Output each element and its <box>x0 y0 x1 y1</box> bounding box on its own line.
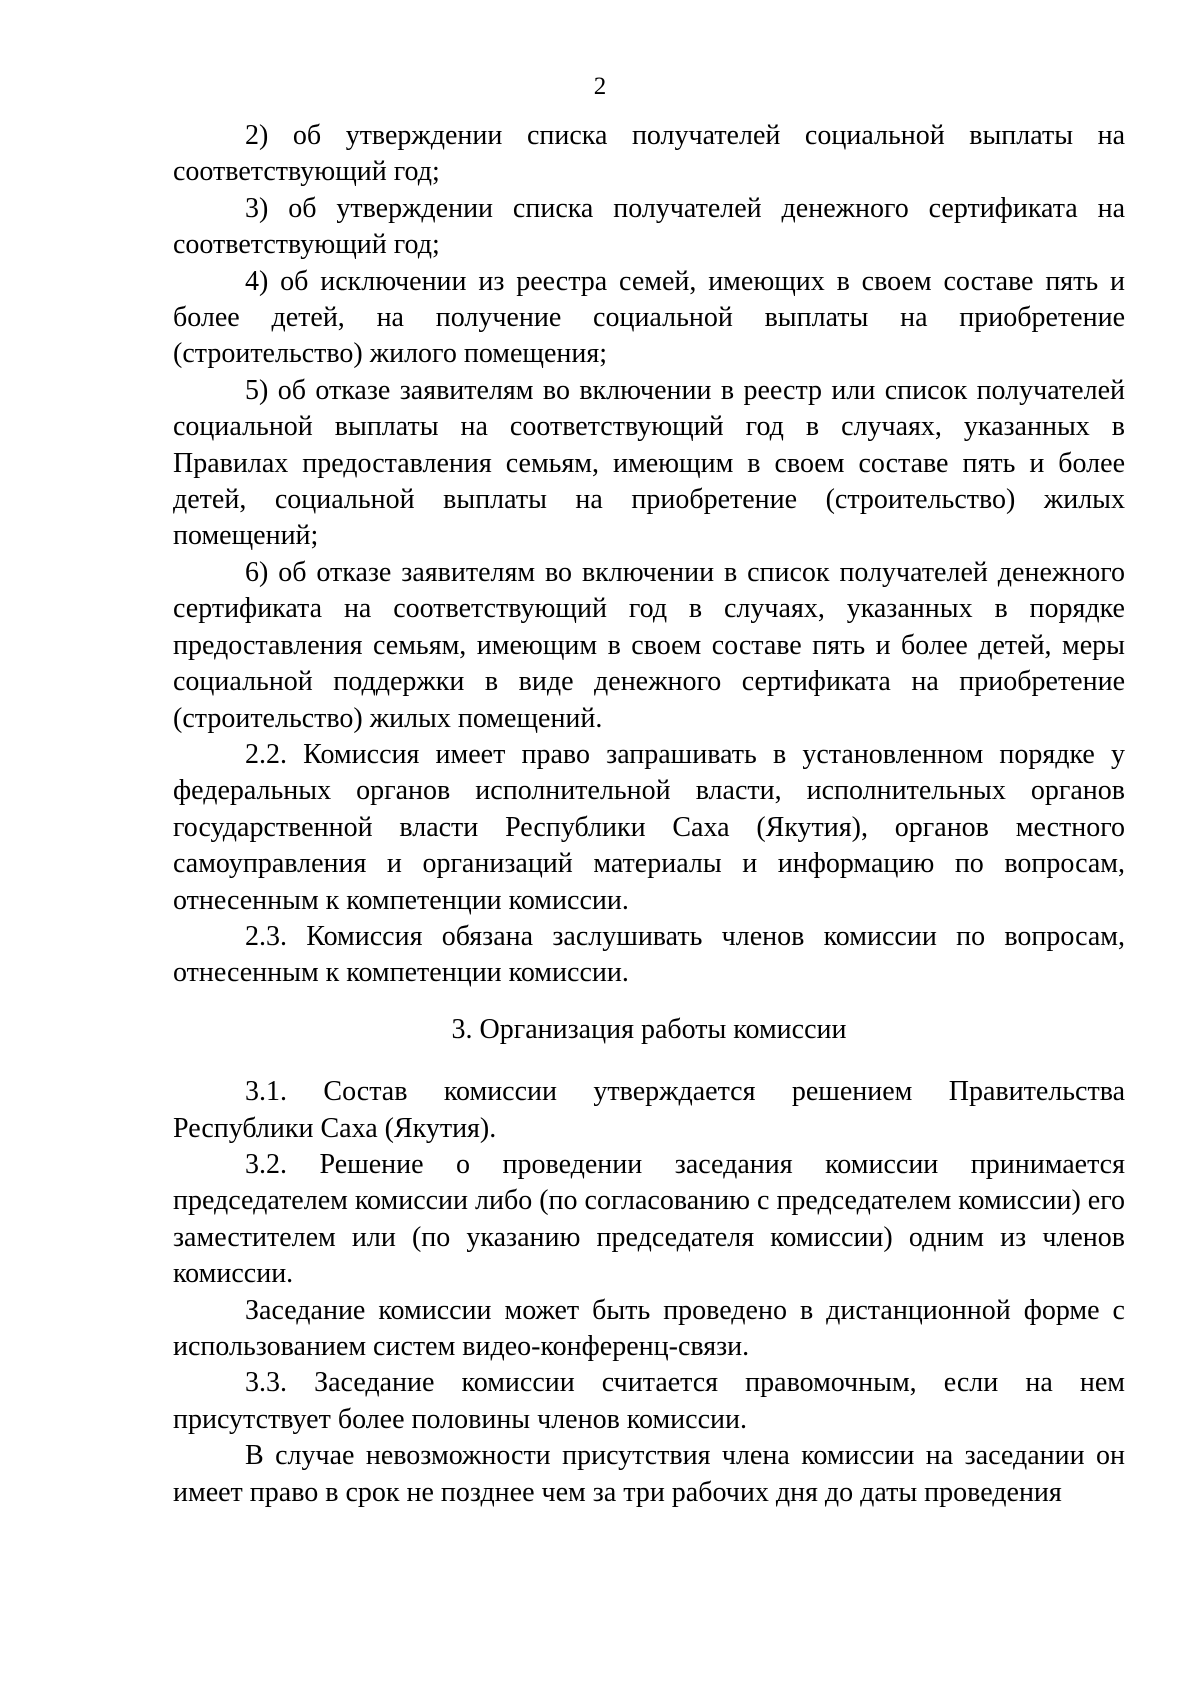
paragraph-item-4: 4) об исключении из реестра семей, имеющих в своем составе пять и более детей, на получение социальной выплаты на приобретение (строительство) жилого помещения; <box>173 265 1125 370</box>
paragraph-3-3: 3.3. Заседание комиссии считается правомочным, если на нем присутствует более половины членов комиссии. <box>173 1367 1125 1435</box>
paragraph-3-1: 3.1. Состав комиссии утверждается решением Правительства Республики Саха (Якутия). <box>173 1076 1125 1144</box>
paragraph-item-6: 6) об отказе заявителям во включении в список получателей денежного сертификата на соответствующий год в случаях, указанных в порядке предоставления семьям, имеющим в своем составе пять и более детей, меры социальной поддержки в виде денежного сертификата на приобретение (строительство) жилых помещений. <box>173 556 1125 734</box>
paragraph-3-2: 3.2. Решение о проведении заседания комиссии принимается председателем комиссии либо (по согласованию с председателем комиссии) его заместителем или (по указанию председателя комиссии) одним из членов комиссии. <box>173 1148 1126 1290</box>
page-number: 2 <box>593 73 607 100</box>
paragraph-absence: В случае невозможности присутствия члена комиссии на заседании он имеет право в срок не позднее чем за три рабочих дня до даты проведения <box>173 1440 1125 1508</box>
paragraph-2-3: 2.3. Комиссия обязана заслушивать членов комиссии по вопросам, отнесенным к компетенции комиссии. <box>173 920 1125 989</box>
paragraph-item-2: 2) об утверждении списка получателей социальной выплаты на соответствующий год; <box>173 120 1125 188</box>
document-body <box>173 118 1125 1511</box>
paragraph-item-3: 3) об утверждении списка получателей денежного сертификата на соответствующий год; <box>173 192 1125 261</box>
paragraph-remote-meeting: Заседание комиссии может быть проведено в дистанционной форме с использованием систем видео-конференц-связи. <box>173 1294 1125 1362</box>
section-heading: 3. Организация работы комиссии <box>451 1013 847 1045</box>
paragraph-2-2: 2.2. Комиссия имеет право запрашивать в установленном порядке у федеральных органов исполнительной власти, исполнительных органов государственной власти Республики Саха (Якутия), органов местного самоуправления и организаций материалы и информацию по вопросам, отнесенным к компетенции комиссии. <box>173 738 1125 916</box>
paragraph-item-5: 5) об отказе заявителям во включении в реестр или список получателей социальной выплаты на соответствующий год в случаях, указанных в Правилах предоставления семьям, имеющим в своем составе пять и более детей, социальной выплаты на приобретение (строительство) жилых помещений; <box>173 374 1125 552</box>
